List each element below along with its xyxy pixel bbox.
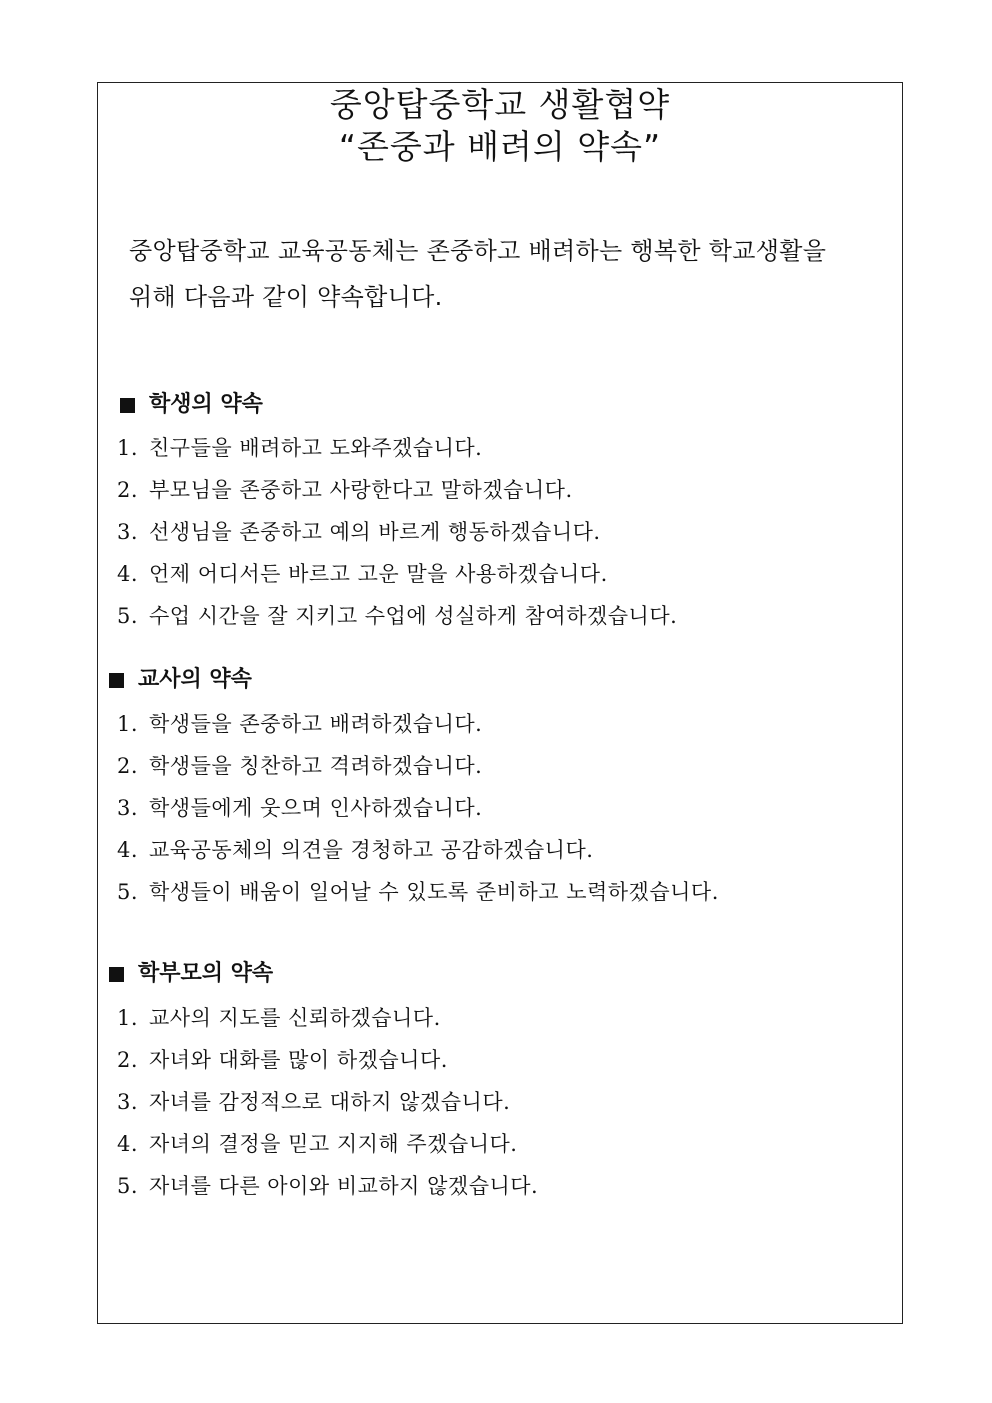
square-bullet-icon (109, 967, 124, 982)
list-item: 4. 교육공동체의 의견을 경청하고 공감하겠습니다. (117, 838, 594, 862)
list-item: 1. 교사의 지도를 신뢰하겠습니다. (117, 1006, 441, 1030)
list-item: 5. 수업 시간을 잘 지키고 수업에 성실하게 참여하겠습니다. (117, 604, 678, 628)
section-heading-label: 교사의 약속 (138, 667, 252, 692)
section-heading-label: 학생의 약속 (149, 392, 263, 417)
section-heading-label: 학부모의 약속 (138, 961, 274, 986)
list-item: 3. 자녀를 감정적으로 대하지 않겠습니다. (117, 1090, 511, 1114)
section-heading-students (120, 391, 263, 419)
list-item: 2. 학생들을 칭찬하고 격려하겠습니다. (117, 754, 483, 778)
list-item: 2. 부모님을 존중하고 사랑한다고 말하겠습니다. (117, 478, 573, 502)
section-heading-teachers (109, 666, 252, 694)
list-item: 5. 자녀를 다른 아이와 비교하지 않겠습니다. (117, 1174, 539, 1198)
square-bullet-icon (109, 673, 124, 688)
document-frame (97, 82, 903, 1324)
list-item: 4. 언제 어디서든 바르고 고운 말을 사용하겠습니다. (117, 562, 608, 586)
document-title: 중앙탑중학교 생활협약 (329, 85, 671, 124)
list-item: 5. 학생들이 배움이 일어날 수 있도록 준비하고 노력하겠습니다. (117, 880, 719, 904)
list-item: 1. 학생들을 존중하고 배려하겠습니다. (117, 712, 483, 736)
list-item: 3. 선생님을 존중하고 예의 바르게 행동하겠습니다. (117, 520, 601, 544)
list-item: 2. 자녀와 대화를 많이 하겠습니다. (117, 1048, 448, 1072)
intro-line-1: 중앙탑중학교 교육공동체는 존중하고 배려하는 행복한 학교생활을 (129, 237, 827, 265)
square-bullet-icon (120, 398, 135, 413)
intro-line-2: 위해 다음과 같이 약속합니다. (129, 283, 443, 311)
list-item: 3. 학생들에게 웃으며 인사하겠습니다. (117, 796, 483, 820)
list-item: 4. 자녀의 결정을 믿고 지지해 주겠습니다. (117, 1132, 518, 1156)
document-subtitle: “존중과 배려의 약속” (338, 127, 662, 166)
section-heading-parents (109, 960, 273, 988)
list-item: 1. 친구들을 배려하고 도와주겠습니다. (117, 436, 483, 460)
